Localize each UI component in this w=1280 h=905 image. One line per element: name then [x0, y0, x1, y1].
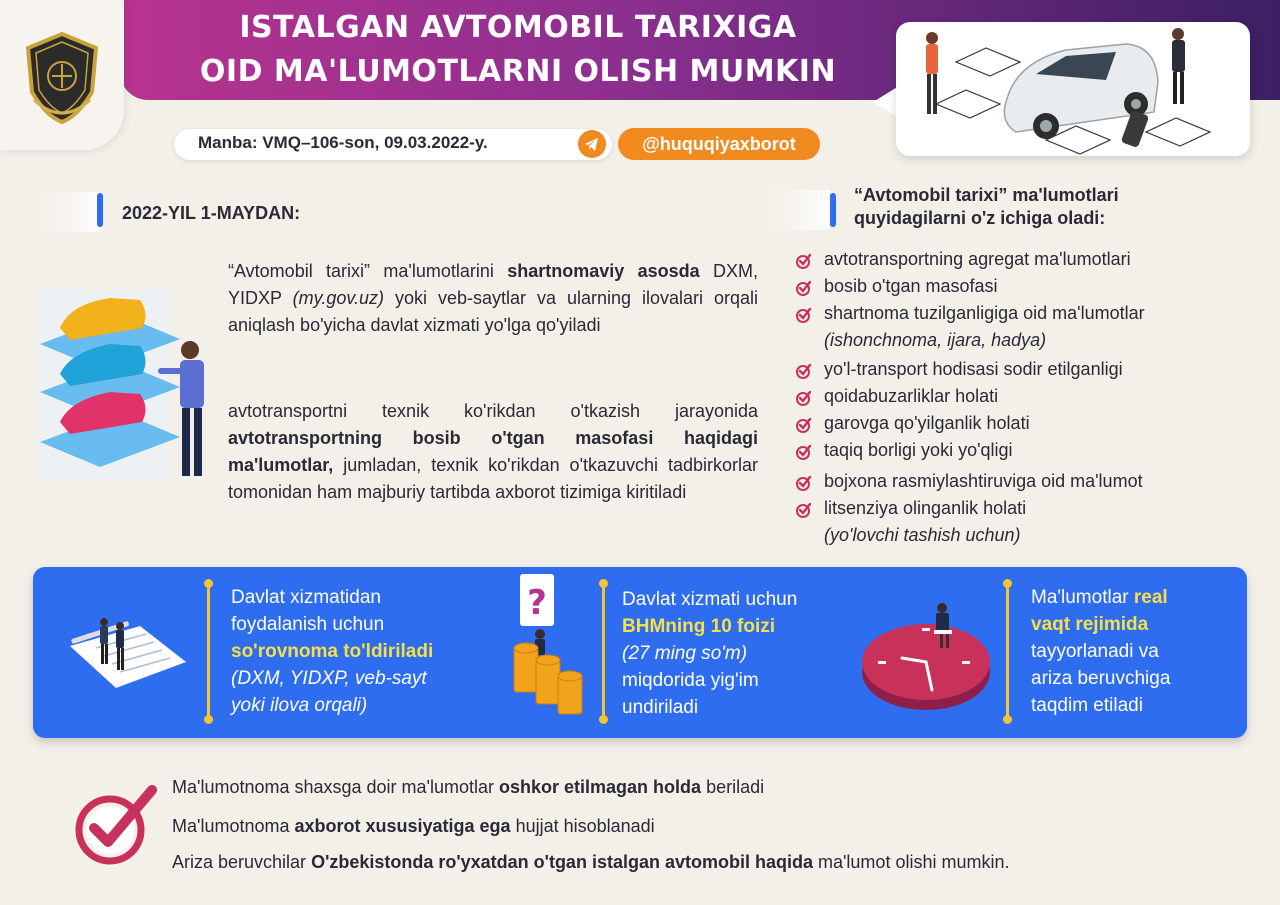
list-item: [796, 437, 1246, 464]
form-illustration: [66, 606, 190, 696]
right-heading-line-1: “Avtomobil tarixi” ma'lumotlari: [854, 185, 1119, 205]
panel-divider-1-dot-top: [204, 579, 213, 588]
list-item: [796, 495, 1246, 549]
section-marker-left: [97, 193, 103, 227]
list-item-text: shartnoma tuzilganligiga oid ma'lumotlar: [824, 303, 1145, 323]
svg-text:?: ?: [527, 583, 547, 623]
list-item: [796, 300, 1246, 354]
panel-divider-2-dot-bottom: [599, 715, 608, 724]
bottom-note-2-bold: axborot xususiyatiga ega: [294, 816, 511, 836]
list-item-text: yo'l-transport hodisasi sodir etilganligi: [824, 359, 1123, 379]
col2-line-5: undiriladi: [622, 697, 699, 718]
bottom-note-2-text-a: Ma'lumotnoma: [172, 816, 295, 836]
col1-line-1: Davlat xizmatidan: [231, 587, 381, 608]
list-item: [796, 383, 1246, 410]
p1-italic-link: (my.gov.uz): [292, 288, 385, 308]
check-icon: [796, 390, 812, 406]
list-item: [796, 410, 1246, 437]
check-icon: [796, 253, 812, 269]
col2-line-3-text: (27 ming so'm): [622, 643, 748, 664]
page-title: [168, 6, 868, 94]
list-item-text: bosib o'tgan masofasi: [824, 276, 998, 296]
check-icon: [796, 307, 812, 323]
left-paragraph-1: [228, 258, 758, 339]
check-icon: [796, 502, 812, 518]
p2-text-a: avtotransportni texnik ko'rikdan o'tkazish jarayonida: [228, 401, 758, 421]
left-section-heading: 2022-YIL 1-MAYDAN:: [122, 203, 301, 223]
panel-divider-1: [207, 583, 210, 719]
check-icon: [796, 363, 812, 379]
panel-col-2: [622, 586, 862, 721]
check-icon: [796, 444, 812, 460]
car-stack-illustration: [30, 282, 220, 492]
list-item-text: taqiq borligi yoki yo'qligi: [824, 440, 1013, 460]
col2-line-1: Davlat xizmati uchun: [622, 589, 798, 610]
section-marker-right: [830, 193, 836, 227]
p1-text-b: DXM, YIDXP: [228, 261, 759, 308]
col1-line-4-text: (DXM, YIDXP, veb-sayt: [231, 668, 427, 689]
panel-col-3: [1031, 584, 1241, 719]
col1-line-5-text: yoki ilova orqali): [231, 695, 368, 716]
bottom-note-1-bold: oshkor etilmagan holda: [499, 777, 702, 797]
p1-bold: shartnomaviy asosda: [507, 261, 700, 281]
col2-line-3: [622, 640, 862, 667]
panel-divider-2: [602, 583, 605, 719]
hero-illustration-card: [896, 22, 1250, 156]
telegram-icon[interactable]: [578, 130, 606, 158]
col3-line-1: [1031, 584, 1241, 611]
check-icon: [796, 417, 812, 433]
source-text: Manba: VMQ–106-son, 09.03.2022-y.: [198, 133, 488, 152]
car-deal-illustration: [896, 22, 1250, 156]
list-item: [796, 356, 1246, 383]
right-heading-line-2: quyidagilarni o'z ichiga oladi:: [854, 208, 1106, 228]
big-check-icon: [72, 784, 160, 868]
left-paragraph-2: [228, 398, 758, 506]
coins-question-illustration: [506, 572, 596, 722]
bottom-note-1-text-a: Ma'lumotnoma shaxsga doir ma'lumotlar: [172, 777, 500, 797]
history-items-list: [796, 246, 1246, 549]
list-item-note: (ishonchnoma, ijara, hadya): [824, 330, 1047, 350]
col2-line-4: miqdorida yig'im: [622, 670, 759, 691]
section-fade-left: [40, 192, 100, 232]
panel-divider-1-dot-bottom: [204, 715, 213, 724]
col3-line-5: taqdim etiladi: [1031, 695, 1143, 716]
panel-divider-2-dot-top: [599, 579, 608, 588]
bottom-note-3-bold: O'zbekistonda ro'yxatdan o'tgan istalgan avtomobil haqida: [311, 852, 813, 872]
col1-line-3: so'rovnoma to'ldiriladi: [231, 641, 434, 662]
col3-line-1-text: Ma'lumotlar: [1031, 587, 1134, 608]
list-item-note: (yo'lovchi tashish uchun): [824, 525, 1021, 545]
bottom-note-2-text-b: hujjat hisoblanadi: [510, 816, 655, 836]
list-item-text: qoidabuzarliklar holati: [824, 386, 999, 406]
panel-divider-3: [1006, 583, 1009, 719]
list-item-text: avtotransportning agregat ma'lumotlari: [824, 249, 1131, 269]
col2-line-2: BHMning 10 foizi: [622, 616, 776, 637]
col3-line-3: tayyorlanadi va: [1031, 641, 1159, 662]
title-line-1: ISTALGAN AVTOMOBIL TARIXIGA: [239, 10, 797, 45]
logo-card: [0, 0, 124, 150]
title-line-2: OID MA'LUMOTLARNI OLISH MUMKIN: [199, 54, 837, 89]
list-item-text: litsenziya olinganlik holati: [824, 498, 1027, 518]
list-item: [796, 246, 1246, 273]
p1-text-a: “Avtomobil tarixi” ma'lumotlarini: [228, 261, 508, 281]
bottom-note-1-text-b: beriladi: [701, 777, 765, 797]
list-item: [796, 468, 1246, 495]
list-item: [796, 273, 1246, 300]
col1-line-2: foydalanish uchun: [231, 614, 385, 635]
bottom-note-3-text-a: Ariza beruvchilar: [172, 852, 312, 872]
panel-divider-3-dot-bottom: [1003, 715, 1012, 724]
p1-text-c: yoki veb-saytlar va ularning ilovalari orqali aniqlash bo'yicha davlat xizmati yo'lga qo'yiladi: [228, 288, 758, 335]
list-item-text: bojxona rasmiylashtiruviga oid ma'lumot: [824, 471, 1143, 491]
col1-line-4: [231, 665, 491, 692]
list-item-text: garovga qo'yilganlik holati: [824, 413, 1030, 433]
check-icon: [796, 280, 812, 296]
telegram-handle[interactable]: @huquqiyaxborot: [618, 128, 820, 160]
emblem-icon: [22, 30, 102, 126]
bottom-note-3: [172, 850, 1009, 874]
col3-line-2: vaqt rejimida: [1031, 614, 1149, 635]
p2-bold: avtotransportning bosib o'tgan masofasi haqidagi ma'lumotlar,: [228, 428, 758, 475]
panel-divider-3-dot-top: [1003, 579, 1012, 588]
bottom-note-1: [172, 775, 764, 799]
section-fade-right: [770, 190, 830, 230]
right-section-heading: [854, 184, 1119, 230]
col3-line-1-highlight: real: [1133, 587, 1168, 608]
clock-illustration: [856, 598, 996, 714]
check-icon: [796, 475, 812, 491]
p2-text-b: jumladan, texnik ko'rikdan o'tkazuvchi tadbirkorlar tomonidan ham majburiy tartibda axborot tizimiga kiritiladi: [228, 455, 758, 502]
bottom-note-3-text-b: ma'lumot olishi mumkin.: [812, 852, 1010, 872]
col3-line-4: ariza beruvchiga: [1031, 668, 1171, 689]
panel-col-1: [231, 584, 491, 719]
col1-line-5: [231, 692, 491, 719]
bottom-note-2: [172, 814, 655, 838]
